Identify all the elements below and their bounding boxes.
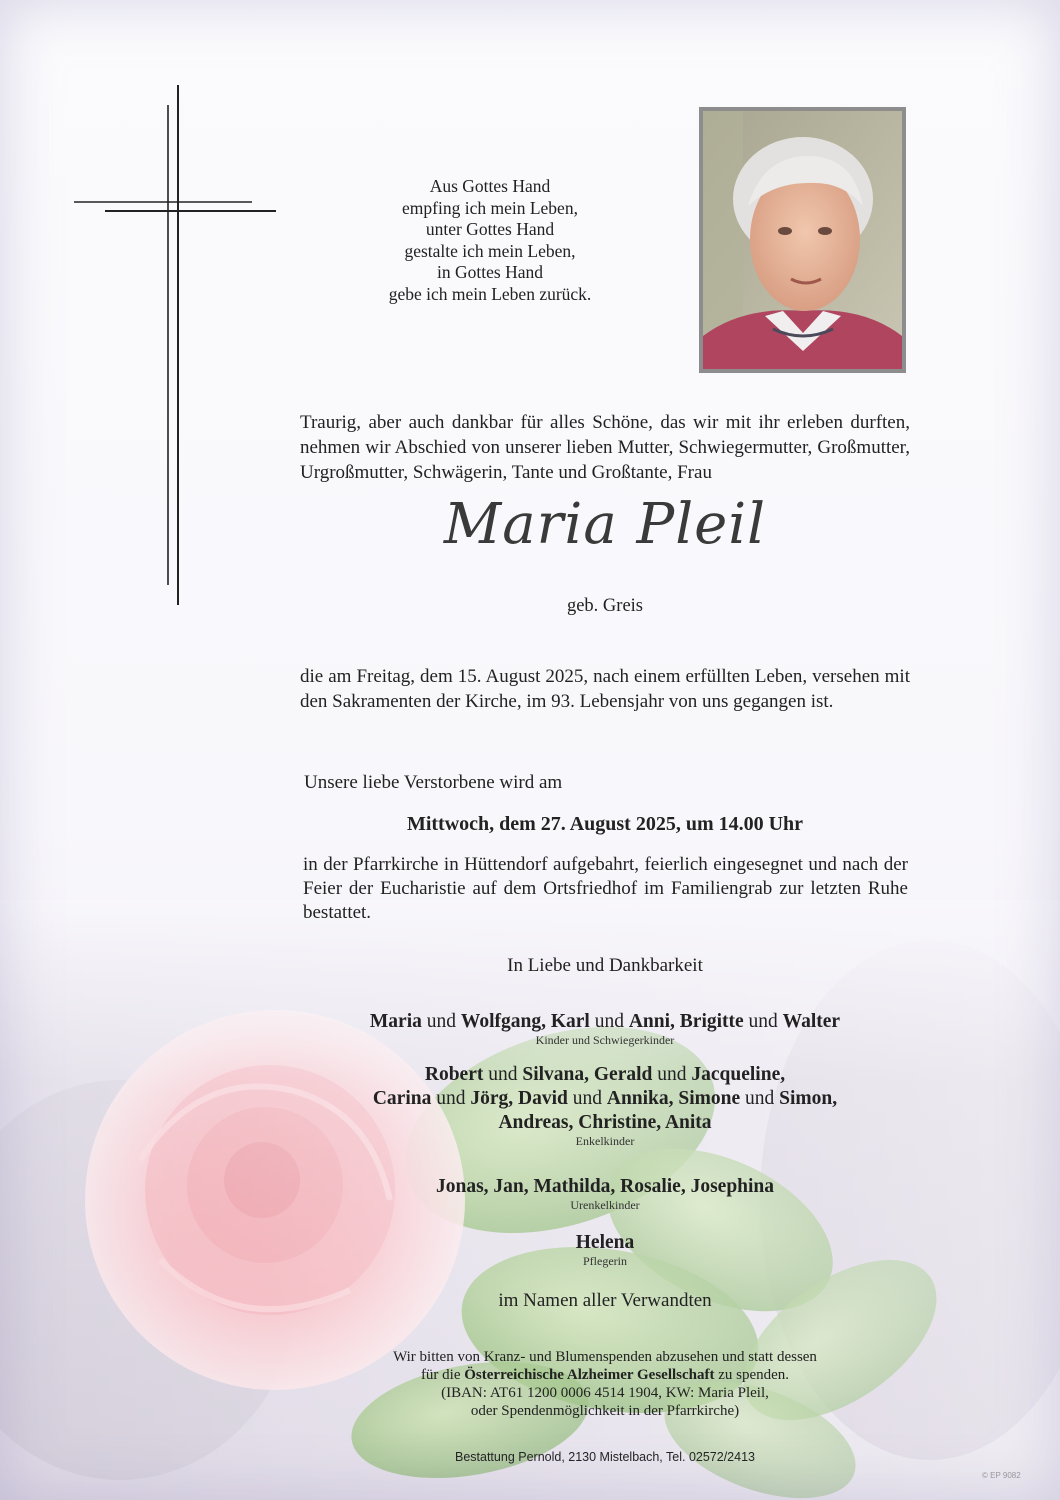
family-grandchildren [300, 1063, 910, 1148]
caregiver-name: Helena [575, 1232, 635, 1253]
deceased-name: Maria Pleil [443, 492, 767, 557]
children-names: Maria und Wolfgang, Karl und Anni, Brigitte und Walter [369, 1011, 841, 1032]
donation-line: oder Spendenmöglichkeit in der Pfarrkirche) [470, 1403, 740, 1419]
death-notice: die am Freitag, dem 15. August 2025, nach einem erfüllten Leben, versehen mit den Sakramenten der Kirche, im 93. Lebensjahr von uns gegangen ist. [300, 666, 910, 712]
poem-line: in Gottes Hand [437, 262, 543, 282]
donation-line: Wir bitten von Kranz- und Blumenspenden abzusehen und statt dessen [393, 1349, 817, 1365]
intro-text: Traurig, aber auch dankbar für alles Schöne, das wir mit ihr erleben durften, nehmen wir Abschied von unserer lieben Mutter, Schwiegermutter, Großmutter, Urgroßmutter, Schwägerin, Tante und Großtante, Frau [300, 412, 910, 483]
copyright-mark: © EP 9082 [982, 1471, 1021, 1480]
poem-line: gestalte ich mein Leben, [404, 240, 576, 261]
poem-line: gebe ich mein Leben zurück. [388, 283, 592, 304]
caregiver-role: Pflegerin [583, 1254, 627, 1268]
portrait-photo [703, 111, 902, 369]
funeral-date: Mittwoch, dem 27. August 2025, um 14.00 Uhr [406, 813, 804, 835]
portrait-frame [699, 107, 906, 373]
behalf-line: im Namen aller Verwandten [498, 1290, 712, 1311]
donation-request [300, 1348, 910, 1420]
family-children [300, 1010, 910, 1047]
family-caregiver [300, 1231, 910, 1268]
poem-line: unter Gottes Hand [425, 219, 555, 239]
donation-line: für die Österreichische Alzheimer Gesellschaft zu spenden. [420, 1367, 790, 1383]
great-grandchildren-role: Urenkelkinder [570, 1198, 640, 1212]
funeral-text: in der Pfarrkirche in Hüttendorf aufgebahrt, feierlich eingesegnet und nach der Feier der Eucharistie auf dem Ortsfriedhof im Familiengrab zur letzten Ruhe bestattet. [303, 854, 908, 923]
poem [330, 176, 650, 305]
children-role: Kinder und Schwiegerkinder [535, 1033, 675, 1047]
donation-iban: (IBAN: AT61 1200 0006 4514 1904, KW: Maria Pleil, [441, 1385, 769, 1401]
undertaker-info: Bestattung Pernold, 2130 Mistelbach, Tel. 02572/2413 [455, 1450, 755, 1464]
great-grandchildren-names: Jonas, Jan, Mathilda, Rosalie, Josephina [435, 1176, 775, 1197]
closing-line: In Liebe und Dankbarkeit [507, 955, 703, 976]
family-great-grandchildren [300, 1175, 910, 1212]
grandchildren-names-line2: Carina und Jörg, David und Annika, Simone und Simon, [372, 1088, 838, 1109]
cross-icon [70, 85, 280, 610]
grandchildren-names-line3: Andreas, Christine, Anita [498, 1112, 712, 1133]
poem-line: Aus Gottes Hand [429, 176, 551, 196]
grandchildren-role: Enkelkinder [575, 1134, 635, 1148]
poem-line: empfing ich mein Leben, [402, 197, 578, 218]
grandchildren-names-line1: Robert und Silvana, Gerald und Jacqueline, [424, 1064, 786, 1085]
maiden-name: geb. Greis [566, 596, 644, 616]
funeral-intro: Unsere liebe Verstorbene wird am [304, 772, 563, 793]
